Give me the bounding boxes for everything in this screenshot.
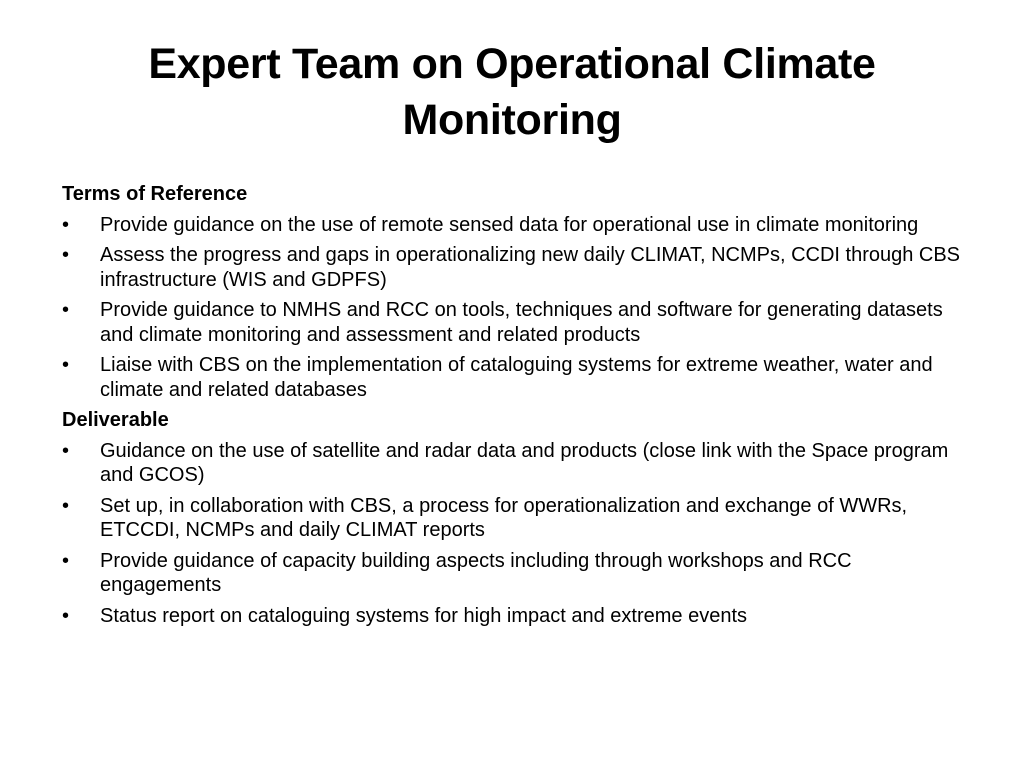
- bullet-icon: •: [62, 549, 70, 572]
- list-item-text: Provide guidance of capacity building aspects including through workshops and RCC engagements: [100, 549, 852, 596]
- list-item: [62, 243, 972, 292]
- bullet-icon: •: [62, 213, 70, 236]
- terms-of-reference-list: [62, 213, 972, 403]
- list-item-text: Liaise with CBS on the implementation of cataloguing systems for extreme weather, water and climate and related databases: [100, 354, 933, 401]
- slide-title: Expert Team on Operational Climate Monitoring: [148, 40, 876, 144]
- list-item: [62, 298, 972, 347]
- section-heading-terms-of-reference: Terms of Reference: [62, 183, 248, 205]
- section-heading-deliverable: Deliverable: [62, 409, 169, 431]
- bullet-icon: •: [62, 244, 70, 266]
- list-item-text: Assess the progress and gaps in operationalizing new daily CLIMAT, NCMPs, CCDI through CBS infrastructure (WIS and GDPFS): [100, 244, 961, 291]
- list-item-text: Provide guidance on the use of remote sensed data for operational use in climate monitoring: [100, 213, 919, 236]
- list-item: [62, 549, 972, 598]
- list-item-text: Set up, in collaboration with CBS, a process for operationalization and exchange of WWRs, ETCCDI, NCMPs and daily CLIMAT reports: [100, 494, 908, 541]
- bullet-icon: •: [62, 354, 70, 376]
- list-item: [62, 494, 972, 543]
- list-item-text: Status report on cataloguing systems for high impact and extreme events: [100, 604, 748, 627]
- list-item: [62, 439, 972, 488]
- list-item-text: Guidance on the use of satellite and radar data and products (close link with the Space program and GCOS): [100, 439, 949, 486]
- slide-body: [62, 182, 972, 634]
- list-item-text: Provide guidance to NMHS and RCC on tools, techniques and software for generating datasets and climate monitoring and assessment and related products: [100, 299, 943, 346]
- list-item: [62, 353, 972, 402]
- deliverable-list: [62, 439, 972, 629]
- bullet-icon: •: [62, 604, 70, 627]
- list-item: [62, 213, 972, 238]
- list-item: [62, 604, 972, 629]
- bullet-icon: •: [62, 299, 70, 321]
- bullet-icon: •: [62, 494, 70, 517]
- bullet-icon: •: [62, 439, 70, 462]
